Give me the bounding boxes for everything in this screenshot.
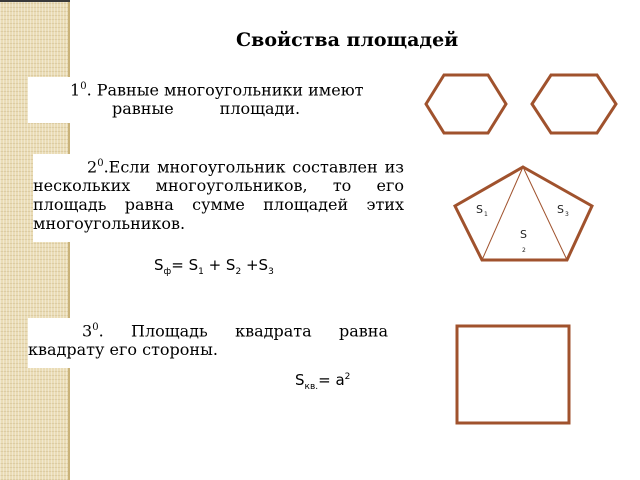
formula-2-s: S xyxy=(295,371,305,389)
formula-2-pow: 2 xyxy=(344,372,351,382)
pentagon-label-s3: S xyxy=(557,203,564,216)
hexagon-right xyxy=(532,75,616,133)
hexagon-left xyxy=(426,75,506,133)
pentagon-divider-left xyxy=(482,167,523,260)
pentagon-label-s1-sub: 1 xyxy=(484,211,488,218)
property-1-word-areas: площади. xyxy=(219,99,301,119)
property-1-degree: 0 xyxy=(80,81,87,92)
property-3-number: 3 xyxy=(82,321,93,341)
slide-title: Свойства площадей xyxy=(236,29,459,51)
formula-1-plus-1: + S xyxy=(203,256,236,274)
formula-1-phi-sub: ф xyxy=(163,267,172,277)
formula-2-eq: = a xyxy=(318,371,345,389)
formula-1-plus-2: +S xyxy=(241,256,269,274)
formula-1-sub-3: 3 xyxy=(268,267,274,277)
property-2-degree: 0 xyxy=(97,158,104,169)
formula-1-sub-2: 2 xyxy=(235,267,242,277)
pentagon-label-s2: S xyxy=(520,228,527,241)
formula-1-eq: = S xyxy=(171,256,199,274)
property-2-text: .Если многоугольник составлен из нескольких многоугольников, то его площадь равна сумме площадей этих многоугольников. xyxy=(33,157,404,234)
pentagon-label-s1: S xyxy=(476,203,483,216)
property-1-number: 1 xyxy=(70,80,81,100)
property-1-text: . Равные многоугольники имеют xyxy=(86,80,364,100)
property-3-degree: 0 xyxy=(92,322,99,333)
formula-1-sub-1: 1 xyxy=(198,267,204,277)
formula-1-s: S xyxy=(154,256,164,274)
pentagon-label-s3-sub: 3 xyxy=(565,211,569,218)
formula-2-sub: кв. xyxy=(304,382,319,392)
property-1-word-equal: равные xyxy=(112,99,174,119)
square xyxy=(457,326,569,423)
pentagon-label-s2-sub: 2 xyxy=(522,247,526,254)
property-2-number: 2 xyxy=(87,157,98,177)
property-3-text: . Площадь квадрата равна квадрату его стороны. xyxy=(28,321,388,360)
